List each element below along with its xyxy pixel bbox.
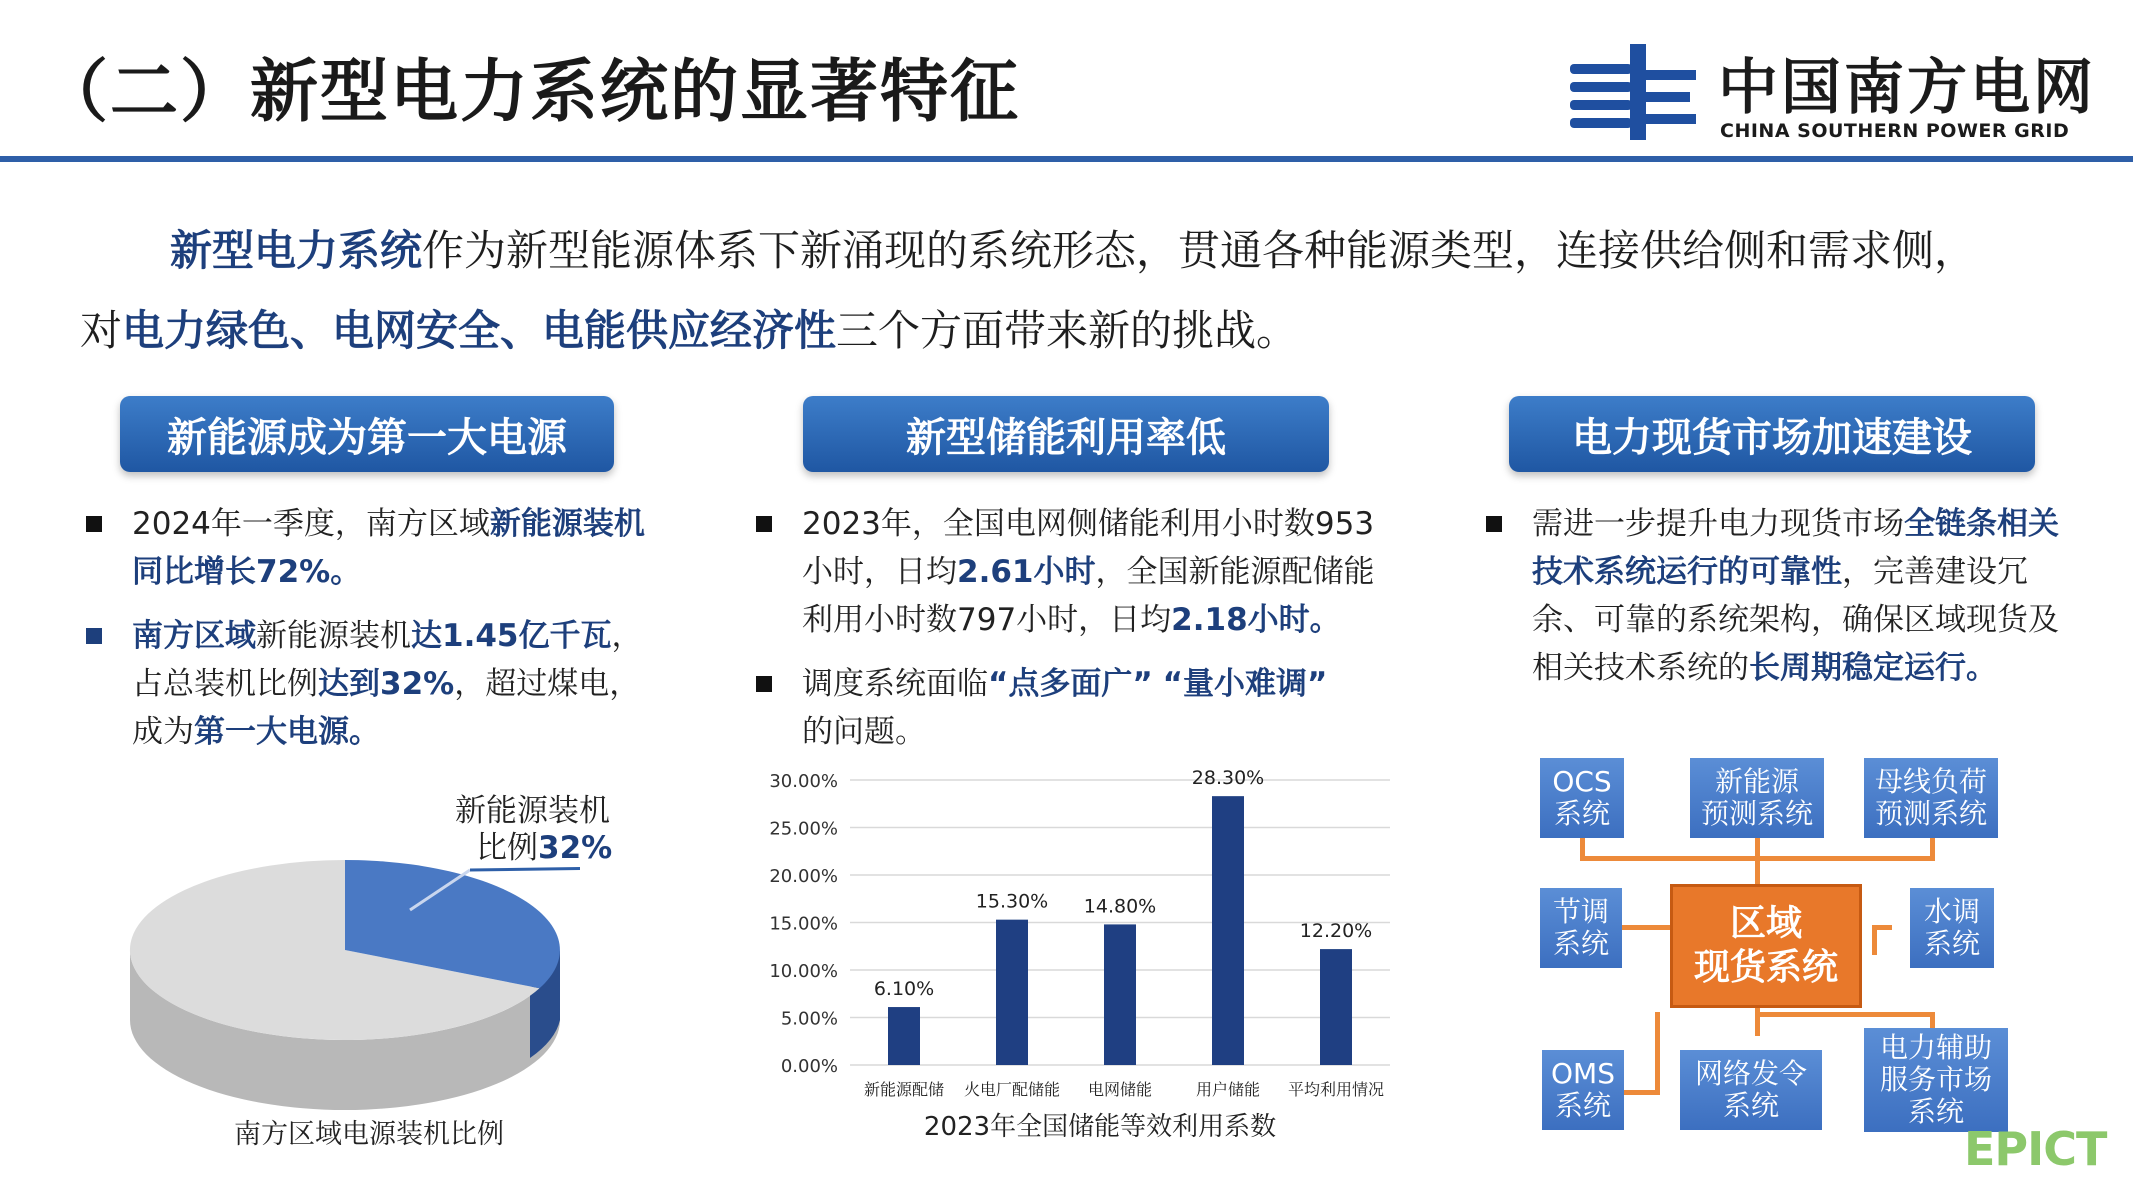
y-tick-label: 20.00% [769,866,838,887]
bullet-square-icon [756,676,772,692]
bar [1320,949,1352,1065]
logo-english-name: CHINA SOUTHERN POWER GRID [1720,120,2070,142]
data-label: 12.20% [1299,920,1373,943]
aux-service-market-node: 电力辅助 服务市场 系统 [1864,1028,2008,1132]
intro-text: 作为新型能源体系下新涌现的系统形态，贯通各种能源类型，连接供给侧和需求侧， [422,226,1977,275]
page-title: （二）新型电力系统的显著特征 [40,53,1021,132]
intro-text: 三个方面带来新的挑战。 [836,306,1299,355]
y-tick-label: 5.00% [780,1008,838,1030]
x-tick-label: 新能源配储 [863,1080,945,1099]
y-tick-label: 25.00% [769,818,838,840]
pie-caption: 南方区域电源装机比例 [234,1119,504,1150]
bullet-line: 调度系统面临“点多面广” “量小难调” [802,666,1328,702]
bullet-line: 2024年一季度，南方区域新能源装机 [132,506,645,542]
bullet-line: 相关技术系统的长周期稳定运行。 [1532,650,1997,686]
pie-label: 比例32% [476,830,613,866]
intro-line-1 [80,218,2080,278]
y-tick-label: 0.00% [780,1056,838,1077]
bullet-item [802,660,1402,756]
bullet-square-icon [86,628,102,644]
bullet-item [802,500,1402,644]
x-tick-label: 火电厂配储能 [963,1080,1061,1099]
pie-chart [110,800,580,1110]
section-header-storage: 新型储能利用率低 [803,396,1329,472]
bullet-line: 余、可靠的系统架构，确保区域现货及 [1532,602,2059,638]
x-tick-label: 平均利用情况 [1287,1080,1385,1099]
bullet-line: 技术系统运行的可靠性，完善建设冗 [1532,554,2028,590]
bullet-square-icon [86,516,102,532]
bullet-line: 占总装机比例达到32%，超过煤电， [132,666,641,702]
spot-system-diagram [1530,750,2030,1140]
bullet-line: 小时，日均2.61小时，全国新能源配储能 [802,554,1375,590]
section-header-spot-market: 电力现货市场加速建设 [1509,396,2035,472]
bus-load-forecast-node: 母线负荷 预测系统 [1864,758,1998,838]
regional-spot-system-node: 区域 现货系统 [1670,884,1862,1008]
intro-highlight: 电力绿色、电网安全、电能供应经济性 [122,306,837,355]
bullet-line: 的问题。 [802,714,926,750]
pie-leader-line [470,868,580,870]
header-divider [0,156,2133,162]
bullet-square-icon [1486,516,1502,532]
y-tick-label: 10.00% [769,961,838,982]
company-logo [1570,40,2110,150]
x-tick-label: 电网储能 [1087,1080,1153,1099]
data-label: 14.80% [1083,895,1157,918]
bar [996,920,1028,1065]
oms-system-node: OMS 系统 [1542,1050,1624,1130]
intro-highlight: 新型电力系统 [170,226,423,275]
epict-watermark: EPICT [1964,1122,2107,1176]
bullet-line: 2023年，全国电网侧储能利用小时数953 [802,506,1375,542]
bullet-item [132,612,692,756]
y-tick-label: 30.00% [769,771,838,792]
y-tick-label: 15.00% [769,913,838,935]
network-dispatch-node: 网络发令 系统 [1680,1050,1822,1130]
bullet-square-icon [756,516,772,532]
bar [888,1007,920,1065]
data-label: 28.30% [1191,767,1265,790]
bullet-line: 成为第一大电源。 [132,714,380,750]
pie-label: 新能源装机 [455,793,610,829]
bullet-item [132,500,692,596]
hydro-system-node: 水调 系统 [1910,888,1994,968]
bullet-line: 南方区域新能源装机达1.45亿千瓦， [132,618,643,654]
data-label: 6.10% [873,978,935,1001]
intro-line-2 [80,298,2080,358]
x-tick-label: 用户储能 [1195,1080,1261,1099]
data-label: 15.30% [975,890,1049,913]
wave-logo-icon [1570,40,1700,150]
chart-title: 2023年全国储能等效利用系数 [923,1112,1277,1142]
bullet-line: 同比增长72%。 [132,554,362,590]
logo-chinese-name: 中国南方电网 [1718,53,2096,123]
bullet-line: 利用小时数797小时，日均2.18小时。 [802,602,1341,638]
section-header-new-energy: 新能源成为第一大电源 [120,396,614,472]
bar [1212,796,1244,1065]
bullet-line: 需进一步提升电力现货市场全链条相关 [1532,506,2059,542]
regulation-system-node: 节调 系统 [1540,888,1622,968]
new-energy-forecast-node: 新能源 预测系统 [1690,758,1824,838]
ocs-system-node: OCS 系统 [1540,758,1624,838]
bar-chart [750,760,1410,1180]
bar [1104,924,1136,1065]
intro-text: 对 [80,306,123,355]
bullet-item [1532,500,2112,692]
